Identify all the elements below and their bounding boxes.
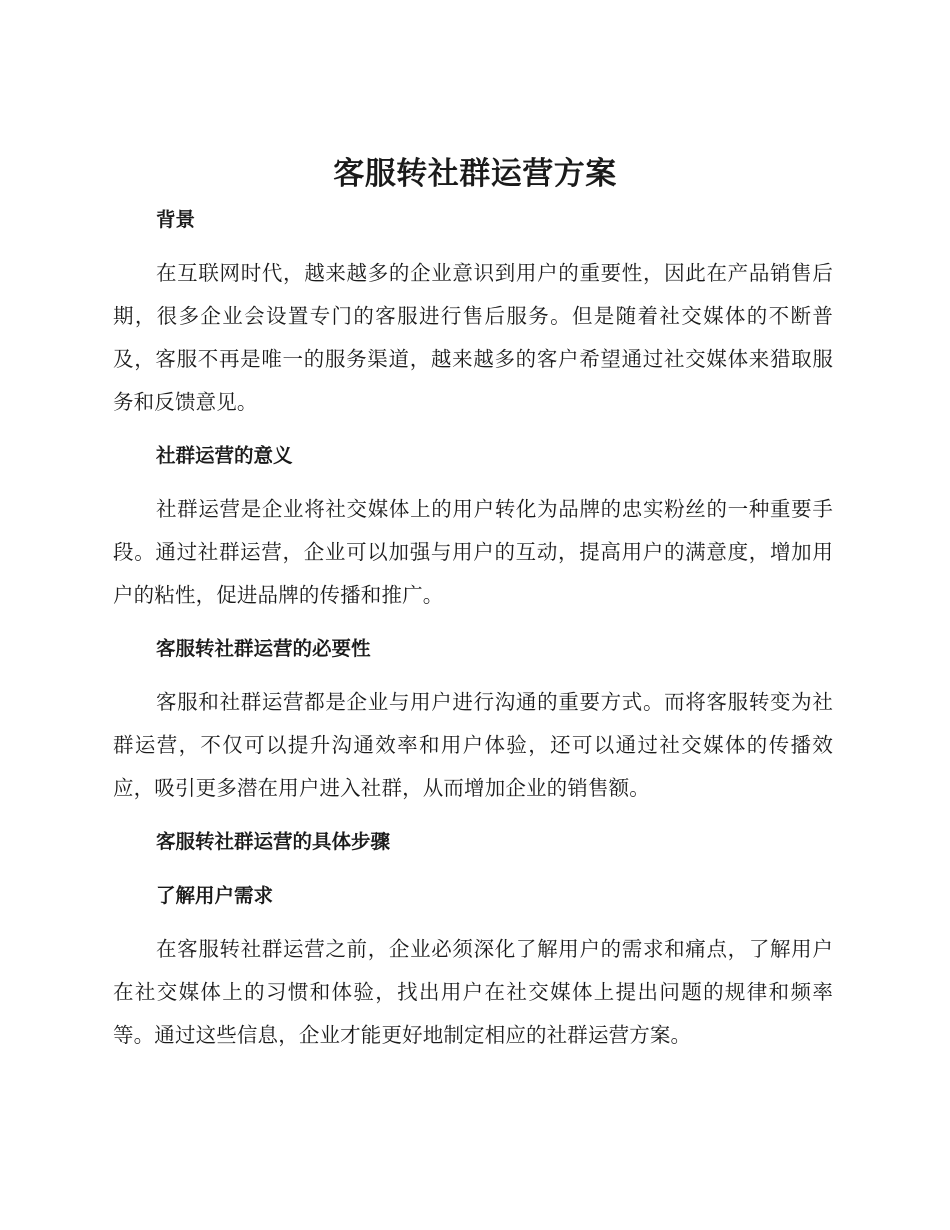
section-paragraph-community-significance: 社群运营是企业将社交媒体上的用户转化为品牌的忠实粉丝的一种重要手段。通过社群运营，企业可以加强与用户的互动，提高用户的满意度，增加用户的粘性，促进品牌的传播和推广。 xyxy=(113,497,833,607)
section-heading-understand-user-needs: 了解用户需求 xyxy=(156,884,274,907)
section-heading-community-significance: 社群运营的意义 xyxy=(156,444,293,467)
section-paragraph-background: 在互联网时代，越来越多的企业意识到用户的重要性，因此在产品销售后期，很多企业会设置专门的客服进行售后服务。但是随着社交媒体的不断普及，客服不再是唯一的服务渠道，越来越多的客户希望通过社交媒体来猎取服务和反馈意见。 xyxy=(113,261,833,414)
section-paragraph-necessity: 客服和社群运营都是企业与用户进行沟通的重要方式。而将客服转变为社群运营，不仅可以提升沟通效率和用户体验，还可以通过社交媒体的传播效应，吸引更多潜在用户进入社群，从而增加企业的销售额。 xyxy=(113,690,833,800)
section-paragraph-understand-user-needs: 在客服转社群运营之前，企业必须深化了解用户的需求和痛点，了解用户在社交媒体上的习惯和体验，找出用户在社交媒体上提出问题的规律和频率等。通过这些信息，企业才能更好地制定相应的社群运营方案。 xyxy=(113,937,833,1047)
document-body xyxy=(113,198,833,1057)
section-heading-background: 背景 xyxy=(156,208,196,231)
section-heading-necessity: 客服转社群运营的必要性 xyxy=(156,637,371,660)
section-heading-specific-steps: 客服转社群运营的具体步骤 xyxy=(156,830,391,853)
document-title: 客服转社群运营方案 xyxy=(333,156,617,192)
